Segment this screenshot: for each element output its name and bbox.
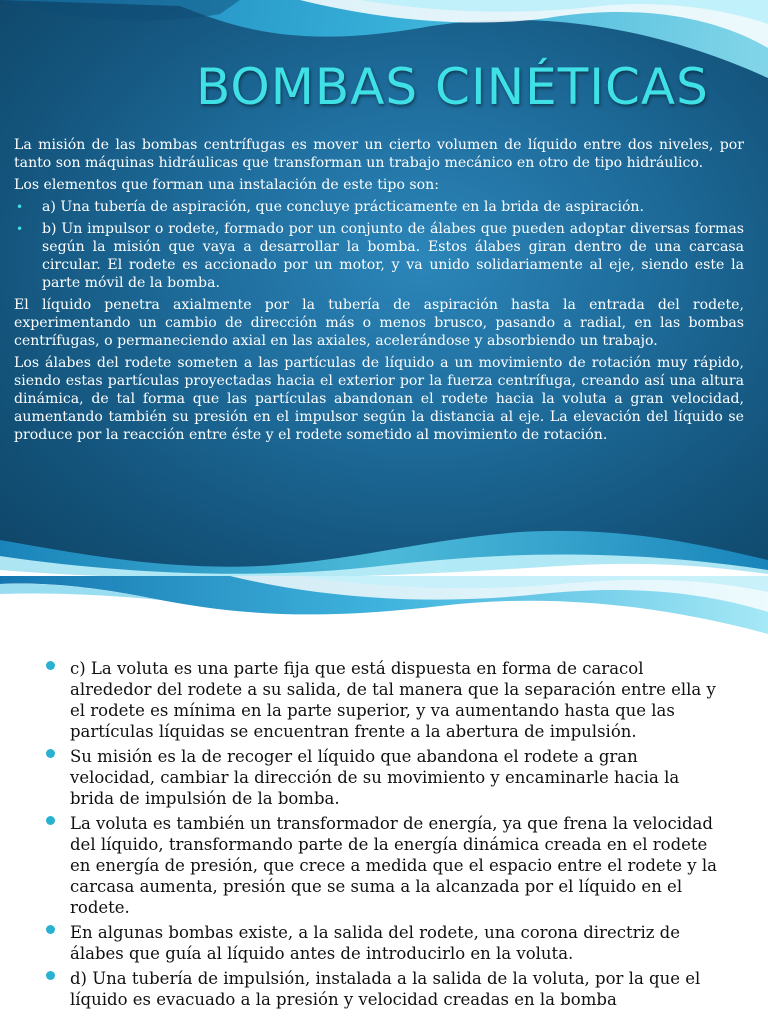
slide-title: BOMBAS CINÉTICAS xyxy=(196,58,709,116)
bullet-icon xyxy=(46,661,55,670)
list-item-text: a) Una tubería de aspiración, que concluye prácticamente en la brida de aspiración. xyxy=(42,199,644,215)
list-item xyxy=(46,922,722,964)
list-item xyxy=(14,220,744,292)
list-item xyxy=(46,968,722,1010)
list-item-text: d) Una tubería de impulsión, instalada a la salida de la voluta, por la que el líquido es evacuado a la presión y velocidad creadas en la bomba xyxy=(70,969,701,1009)
list-item-text: La voluta es también un transformador de energía, ya que frena la velocidad del líquido, transformando parte de la energía dinámica creada en el rodete en energía de presión, que crece a medida que el espacio entre el rodete y la carcasa aumenta, presión que se suma a la alcanzada por el líquido en el rodete. xyxy=(70,814,717,917)
bullet-icon: • xyxy=(16,200,24,214)
bullet-icon xyxy=(46,749,55,758)
slide-2-body xyxy=(46,658,722,1014)
bullet-icon xyxy=(46,816,55,825)
list-item-text: b) Un impulsor o rodete, formado por un conjunto de álabes que pueden adoptar diversas formas según la misión que vaya a desarrollar la bomba. Estos álabes giran dentro de una carcasa circular. El rodete es accionado por un motor, y va unido solidariamente al eje, siendo este la parte móvil de la bomba. xyxy=(42,221,744,291)
list-item xyxy=(46,658,722,742)
list-item-text: Su misión es la de recoger el líquido que abandona el rodete a gran velocidad, cambiar la dirección de su movimiento y encaminarle hacia la brida de impulsión de la bomba. xyxy=(70,747,680,808)
paragraph: El líquido penetra axialmente por la tubería de aspiración hasta la entrada del rodete, experimentando un cambio de dirección más o menos brusco, pasando a radial, en las bombas centrífugas, o permaneciendo axial en las axiales, acelerándose y absorbiendo un trabajo. xyxy=(14,297,744,349)
bullet-icon xyxy=(46,925,55,934)
list-item xyxy=(46,813,722,918)
list-item-text: En algunas bombas existe, a la salida del rodete, una corona directriz de álabes que guía al líquido antes de introducirlo en la voluta. xyxy=(70,923,681,963)
paragraph: La misión de las bombas centrífugas es mover un cierto volumen de líquido entre dos niveles, por tanto son máquinas hidráulicas que transforman un trabajo mecánico en otro de tipo hidráulico. xyxy=(14,137,744,171)
bullet-icon: • xyxy=(16,222,24,236)
slide-1-body xyxy=(14,136,744,448)
paragraph: Los álabes del rodete someten a las partículas de líquido a un movimiento de rotación muy rápido, siendo estas partículas proyectadas hacia el exterior por la fuerza centrífuga, creando así una altura dinámica, de tal forma que las partículas abandonan el rodete hacia la voluta a gran velocidad, aumentando también su presión en el impulsor según la distancia al eje. La elevación del líquido se produce por la reacción entre éste y el rodete sometido al movimiento de rotación. xyxy=(14,355,744,443)
bullet-icon xyxy=(46,971,55,980)
list-item-text: c) La voluta es una parte fija que está dispuesta en forma de caracol alrededor del rodete a su salida, de tal manera que la separación entre ella y el rodete es mínima en la parte superior, y va aumentando hasta que las partículas líquidas se encuentran frente a la abertura de impulsión. xyxy=(70,659,716,741)
list-item xyxy=(14,198,744,216)
list-item xyxy=(46,746,722,809)
paragraph: Los elementos que forman una instalación de este tipo son: xyxy=(14,177,439,193)
wave-decoration xyxy=(0,576,768,648)
slide-2 xyxy=(0,576,768,1024)
